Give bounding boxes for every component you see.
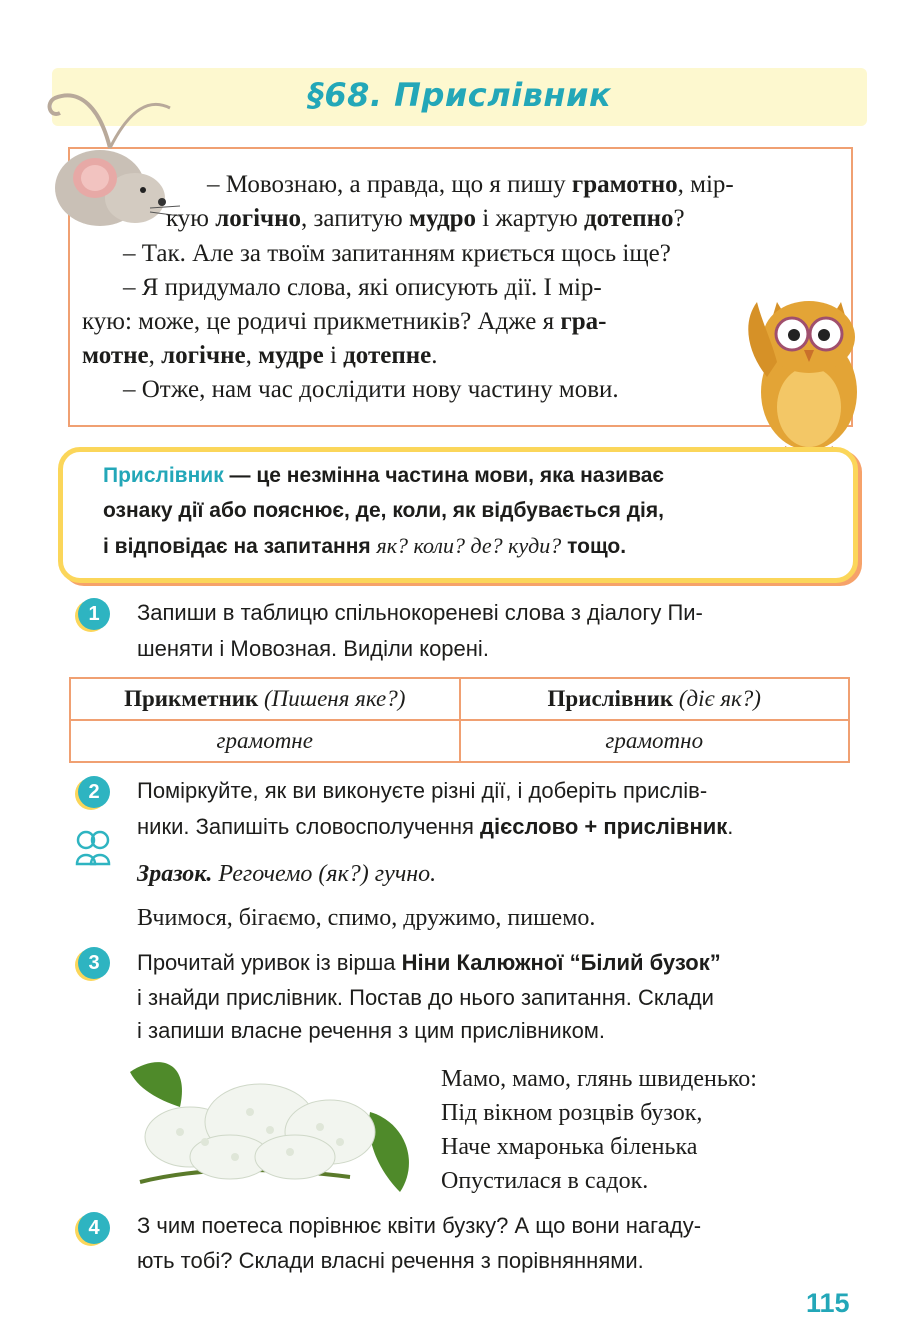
page-title: §68. Прислівник <box>307 76 612 114</box>
poem-line-2: Під вікном розцвів бузок, <box>441 1100 703 1126</box>
task-3-line-2: і знайди прислівник. Постав до нього запитання. Склади <box>137 985 714 1010</box>
task-3-line-1: Прочитай уривок із вірша Ніни Калюжної “Білий бузок” <box>137 950 721 975</box>
task-2-sample: Зразок. Регочемо (як?) гучно. <box>137 861 437 887</box>
poem-line-3: Наче хмаронька біленька <box>441 1134 698 1160</box>
table-cell-adverb: грамотно <box>460 720 850 762</box>
task-2-words: Вчимося, бігаємо, спимо, дружимо, пишемо. <box>137 905 596 931</box>
task-3-line-3: і запиши власне речення з цим прислівником. <box>137 1018 606 1043</box>
table-row <box>70 720 849 762</box>
poem-line-4: Опустилася в садок. <box>441 1168 649 1194</box>
task-2-line-2: ники. Запишіть словосполучення дієслово + прислівник. <box>137 814 734 839</box>
dialogue-line-6: мотне, логічне, мудре і дотепне. <box>82 342 438 369</box>
table-cell-adjective: грамотне <box>70 720 460 762</box>
table-header-adverb: Прислівник (діє як?) <box>460 678 850 720</box>
dialogue-line-5: кую: може, це родичі прикметників? Адже я гра- <box>82 308 607 335</box>
poem-line-1: Мамо, мамо, глянь швиденько: <box>441 1066 757 1092</box>
dialogue-line-1: – Мовознаю, а правда, що я пишу грамотно, мір- <box>207 171 734 198</box>
task-number-4: 4 <box>78 1212 110 1244</box>
page-number: 115 <box>806 1288 850 1318</box>
lilac-illustration <box>120 1052 420 1202</box>
task-4-line-2: ють тобі? Склади власні речення з порівняннями. <box>137 1248 644 1273</box>
task-number-3: 3 <box>78 947 110 979</box>
dialogue-line-4: – Я придумало слова, які описують дії. І мір- <box>123 274 602 301</box>
task-1-line-2: шеняти і Мовозная. Виділи корені. <box>137 636 489 661</box>
table-header-adjective: Прикметник (Пишеня яке?) <box>70 678 460 720</box>
adjective-adverb-table <box>69 677 850 763</box>
owl-illustration <box>737 282 877 457</box>
task-2-line-1: Поміркуйте, як ви виконуєте різні дії, і доберіть прислів- <box>137 778 708 803</box>
definition-line-3: і відповідає на запитання як? коли? де? куди? тощо. <box>103 533 627 558</box>
pair-work-icon <box>74 828 112 868</box>
task-number-2: 2 <box>78 776 110 808</box>
task-1-line-1: Запиши в таблицю спільнокореневі слова з діалогу Пи- <box>137 600 703 625</box>
dialogue-line-7: – Отже, нам час дослідити нову частину мови. <box>123 376 619 403</box>
dialogue-line-2: кую логічно, запитую мудро і жартую дотепно? <box>166 205 685 232</box>
definition-line-2: ознаку дії або пояснює, де, коли, як відбувається дія, <box>103 499 664 522</box>
dialogue-line-3: – Так. Але за твоїм запитанням криється щось іще? <box>123 240 671 267</box>
task-4-line-1: З чим поетеса порівнює квіти бузку? А що вони нагаду- <box>137 1213 702 1238</box>
table-header-row <box>70 678 849 720</box>
definition-line-1: Прислівник — це незмінна частина мови, яка називає <box>103 464 664 487</box>
task-number-1: 1 <box>78 598 110 630</box>
